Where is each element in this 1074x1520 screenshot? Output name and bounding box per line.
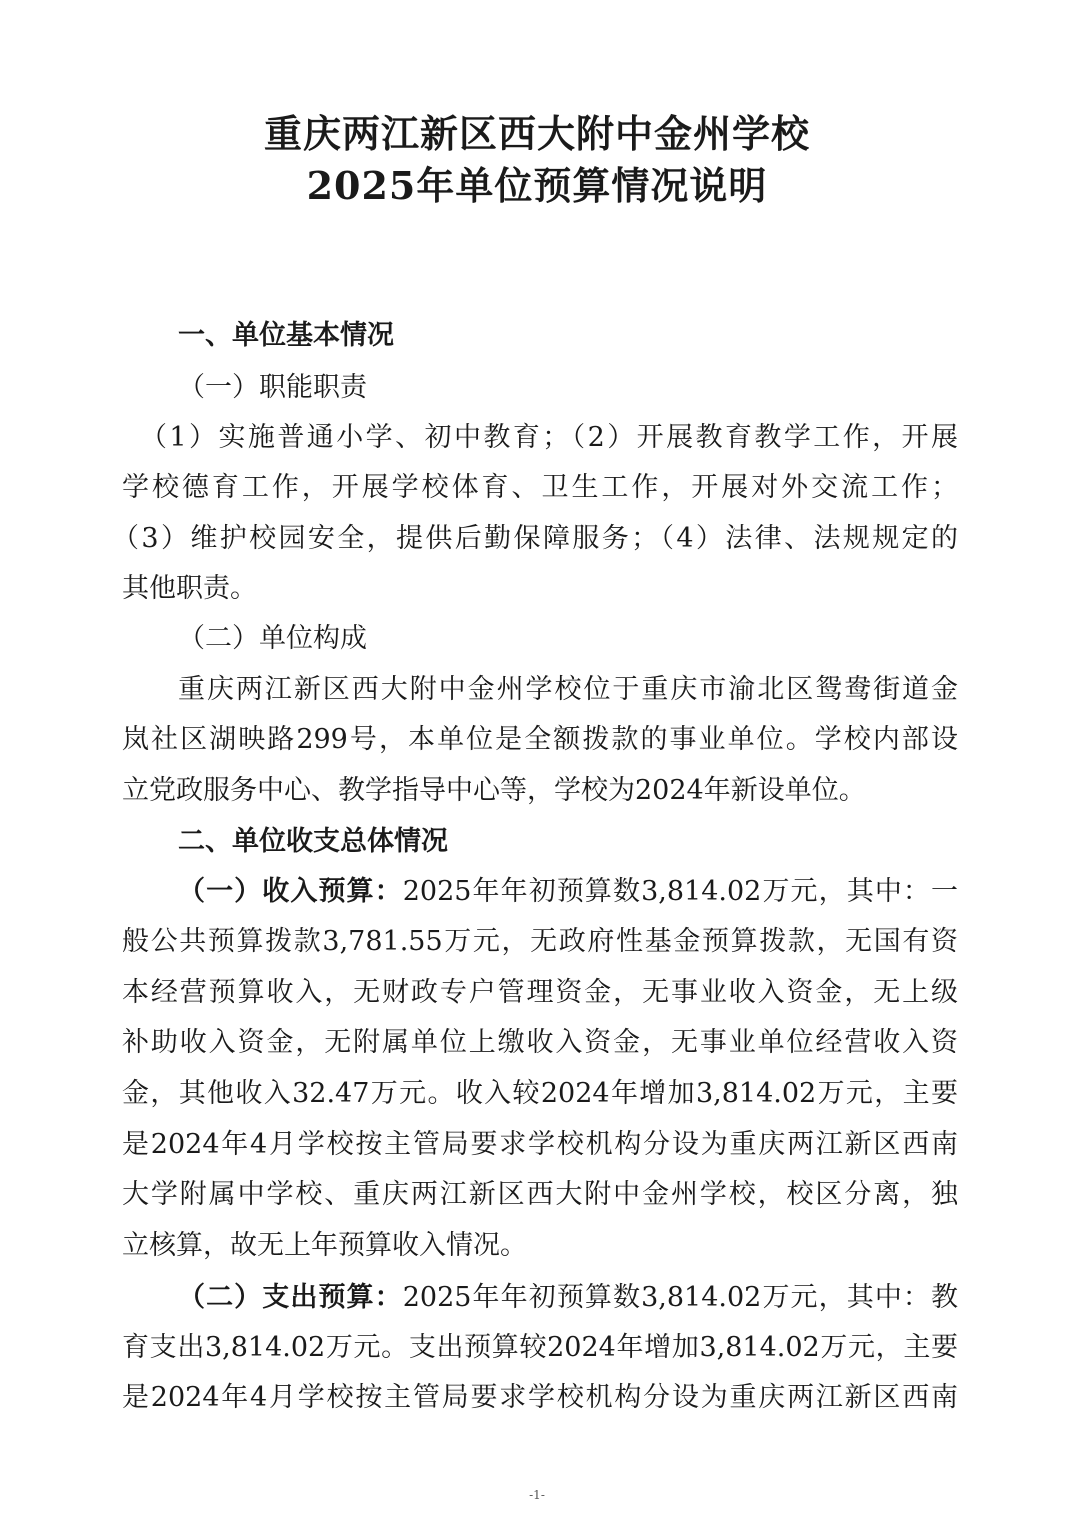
paragraph-4-line-3: 是2024年4月学校按主管局要求学校机构分设为重庆两江新区西南 [122, 1382, 958, 1413]
document-title-line-1: 重庆两江新区西大附中金州学校 [263, 111, 810, 156]
paragraph-4-line-1-text: 2025年年初预算数3,814.02万元，其中：教 [402, 1282, 958, 1313]
expenditure-budget-label: （二）支出预算： [178, 1282, 403, 1313]
paragraph-3-line-1-text: 2025年年初预算数3,814.02万元，其中：一 [402, 876, 958, 907]
paragraph-3-line-8: 立核算，故无上年预算收入情况。 [122, 1230, 527, 1261]
paragraph-2-line-1: 重庆两江新区西大附中金州学校位于重庆市渝北区鸳鸯街道金 [178, 674, 958, 705]
income-budget-label: （一）收入预算： [178, 876, 403, 907]
page-number: -1- [529, 1488, 545, 1502]
paragraph-3-line-2: 般公共预算拨款3,781.55万元，无政府性基金预算拨款，无国有资 [122, 926, 958, 957]
paragraph-1-line-2: 学校德育工作，开展学校体育、卫生工作，开展对外交流工作； [122, 472, 958, 503]
paragraph-3-line-1 [178, 874, 958, 910]
paragraph-1-line-1: （1）实施普通小学、初中教育；（2）开展教育教学工作，开展 [140, 422, 958, 453]
paragraph-4-line-1 [178, 1280, 958, 1316]
paragraph-3-line-3: 本经营预算收入，无财政专户管理资金，无事业收入资金，无上级 [122, 977, 958, 1008]
paragraph-1-line-3: （3）维护校园安全，提供后勤保障服务；（4）法律、法规规定的 [112, 523, 958, 554]
section-2-heading: 二、单位收支总体情况 [178, 826, 448, 857]
paragraph-4-line-2: 育支出3,814.02万元。支出预算较2024年增加3,814.02万元，主要 [122, 1332, 958, 1363]
subsection-2-heading: （二）单位构成 [178, 623, 367, 654]
paragraph-3-line-7: 大学附属中学校、重庆两江新区西大附中金州学校，校区分离，独 [122, 1179, 958, 1210]
paragraph-3-line-5: 金，其他收入32.47万元。收入较2024年增加3,814.02万元，主要 [122, 1078, 958, 1109]
document-title-line-2: 2025年单位预算情况说明 [306, 163, 768, 208]
subsection-1-heading: （一）职能职责 [178, 372, 367, 403]
paragraph-2-line-2: 岚社区湖映路299号，本单位是全额拨款的事业单位。学校内部设 [122, 724, 958, 755]
paragraph-2-line-3: 立党政服务中心、教学指导中心等，学校为2024年新设单位。 [122, 775, 866, 806]
section-1-heading: 一、单位基本情况 [178, 320, 394, 351]
paragraph-1-line-4: 其他职责。 [122, 573, 257, 604]
paragraph-3-line-4: 补助收入资金，无附属单位上缴收入资金，无事业单位经营收入资 [122, 1027, 958, 1058]
paragraph-3-line-6: 是2024年4月学校按主管局要求学校机构分设为重庆两江新区西南 [122, 1129, 958, 1160]
